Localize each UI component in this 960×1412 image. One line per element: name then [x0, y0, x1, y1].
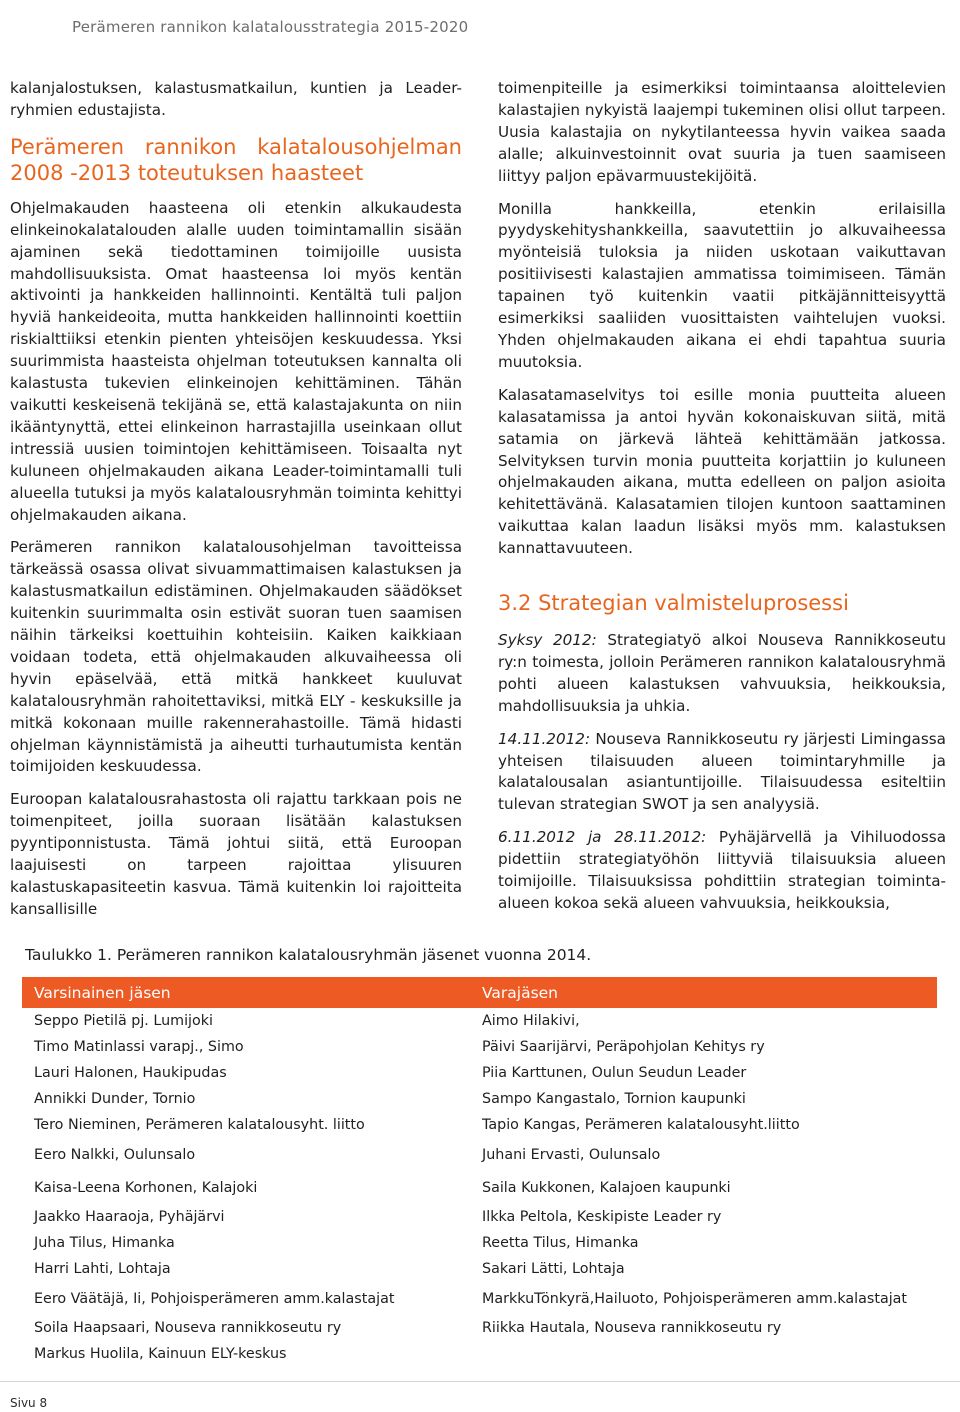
member-cell: Kaisa-Leena Korhonen, Kalajoki [34, 1179, 258, 1196]
deputy-cell: Sampo Kangastalo, Tornion kaupunki [482, 1091, 746, 1107]
deputy-cell: Juhani Ervasti, Oulunsalo [482, 1146, 661, 1163]
members-table [22, 977, 937, 1367]
timeline-text: Nouseva Rannikkoseutu ry järjesti Limingassa yhteisen tilaisuuden alueen toimintaryhmille ja kalatalousalan asiantuntijoille. Tilaisuudessa esiteltiin tulevan strategian SWOT ja sen analyysiä. [498, 729, 946, 814]
member-cell: Annikki Dunder, Tornio [34, 1091, 196, 1107]
member-cell: Soila Haapsaari, Nouseva rannikkoseutu ry [34, 1320, 342, 1336]
page-header [0, 0, 960, 62]
column-header-deputy: Varajäsen [474, 977, 937, 1008]
member-cell: Lauri Halonen, Haukipudas [34, 1065, 227, 1081]
table-row [22, 1086, 937, 1112]
table-row [22, 1282, 937, 1315]
paragraph: Kalasatamaselvitys toi esille monia puutteita alueen kalasatamissa ja antoi hyvän kokonaiskuvan siitä, mitä satamia on järkevä lähteä kehittämään jatkossa. Selvityksen turvin monia puutteita korjattiin jo kuluneen ohjelmakauden aikana, mutta edelleen on paljon asioita kehitettävänä. Kalasatamien tilojen kuntoon saattaminen vaikuttaa kalan laadun lisäksi myös mm. kalastuksen kannattavuuteen. [498, 385, 946, 558]
page-number: Sivu 8 [10, 1396, 48, 1410]
member-cell: Juha Tilus, Himanka [34, 1235, 175, 1251]
timeline-entry [498, 729, 946, 817]
table-row [22, 1034, 937, 1060]
deputy-cell: Piia Karttunen, Oulun Seudun Leader [482, 1065, 747, 1081]
member-cell: Harri Lahti, Lohtaja [34, 1261, 171, 1277]
member-cell: Timo Matinlassi varapj., Simo [34, 1039, 244, 1055]
timeline-date: 6.11.2012 ja 28.11.2012: [498, 828, 707, 847]
timeline-date: Syksy 2012: [498, 631, 597, 650]
page-footer [0, 1381, 960, 1412]
deputy-cell: Sakari Lätti, Lohtaja [482, 1261, 625, 1277]
table-row [22, 1171, 937, 1204]
paragraph: Ohjelmakauden haasteena oli etenkin alkukaudesta elinkeinokalatalouden alalle uuden toimintamallin sisään ajaminen sekä tiedottaminen toimijoille uusista mahdollisuuksista. Omat haasteensa loi myös kentän aktivointi ja hankkeiden hallinnointi. Kentältä tuli paljon hyviä hankeideoita, mutta hankkeiden hallinnointi koettiin riskialttiiksi etenkin pienten yhteisöjen keskuudessa. Yksi suurimmista haasteista ohjelman toteutuksen kannalta oli kalastusta tukevien elinkeinojen kehittäminen. Tähän vaikutti keskeisenä tekijänä se, että kalastajakunta on niin ikääntynyttä, ettei elinkeinon harrastajilla useinkaan ollut intressiä uusien toimintojen kehittämiseen. Toisaalta nyt kuluneen ohjelmakauden aikana Leader-toimintamalli tuli alueella tutuksi ja myös kalatalousryhmän toiminta kehittyi ohjelmakauden aikana. [10, 198, 462, 524]
deputy-cell: Riikka Hautala, Nouseva rannikkoseutu ry [482, 1320, 782, 1336]
deputy-cell: Ilkka Peltola, Keskipiste Leader ry [482, 1209, 722, 1225]
table-row [22, 1060, 937, 1086]
table-row [22, 1112, 937, 1138]
paragraph: Euroopan kalatalousrahastosta oli rajattu tarkkaan pois ne toimenpiteet, joilla suoraan lisätään kalastuksen pyyntiponnistusta. Tämä johtui siitä, että Euroopan laajuisesti on tarpeen rajoittaa ylisuuren kalastuskapasiteetin kasvua. Tämä kuitenkin loi rajoitteita kansallisille [10, 790, 462, 918]
intro-paragraph: kalanjalostuksen, kalastusmatkailun, kuntien ja Leader-ryhmien edustajista. [10, 79, 462, 119]
document-title: Perämeren rannikon kalatalousstrategia 2015-2020 [72, 18, 469, 36]
table-row [22, 1230, 937, 1256]
deputy-cell: Päivi Saarijärvi, Peräpohjolan Kehitys ry [482, 1039, 765, 1055]
timeline-entry [498, 827, 946, 915]
paragraph: toimenpiteille ja esimerkiksi toimintaansa aloittelevien kalastajien nykyistä laajempi tukeminen olisi ollut tarpeen. Uusia kalastajia on nykytilanteessa hyvin vaikea saada alalle; alkuinvestoinnit ovat suuria ja tuen saamiseen liittyy paljon epävarmuustekijöitä. [498, 79, 946, 185]
member-cell: Markus Huolila, Kainuun ELY-keskus [34, 1346, 287, 1362]
right-column [498, 78, 946, 926]
deputy-cell: Saila Kukkonen, Kalajoen kaupunki [482, 1179, 731, 1196]
table-row [22, 1138, 937, 1171]
column-header-member: Varsinainen jäsen [22, 977, 474, 1008]
member-cell: Eero Väätäjä, Ii, Pohjoisperämeren amm.kalastajat [34, 1290, 395, 1307]
paragraph: Perämeren rannikon kalatalousohjelman tavoitteissa tärkeässä osassa olivat sivuammattimaisen kalastuksen ja kalastusmatkailun edistäminen. Ohjelmakauden säädökset kuitenkin suurimmalta osin estivät suoran tuen saamisen näihin tärkeiksi koettuihin kohteisiin. Kaiken kaikkiaan voidaan todeta, että ohjelmakauden alkuvaiheessa oli hyvin epäselvää, että mitkä hankkeet kuuluvat kalatalousryhmän rahoitettaviksi, mitkä ELY - keskuksille ja mitkä kokonaan muille rakennerahastoille. Tämä hidasti ohjelman käynnistämistä ja aiheutti turhautumista kentän toimijoiden keskuudessa. [10, 538, 462, 776]
table-row [22, 1315, 937, 1341]
deputy-cell: Reetta Tilus, Himanka [482, 1235, 639, 1251]
table-header-row [22, 977, 937, 1008]
paragraph: Monilla hankkeilla, etenkin erilaisilla pyydyskehityshankkeilla, saavutettiin jo alkuvaiheessa myönteisiä tuloksia ja niiden uskotaan vaikuttavan positiivisesti kalastajien ammatissa toimimiseen. Tämän tapainen työ kuitenkin vaatii pitkäjännitteisyyttä esimerkiksi saaliiden vuosittaisten vaihtelujen vuoksi. Yhden ohjelmakauden aikana ei ehdi tapahtua suuria muutoksia. [498, 199, 946, 371]
member-cell: Tero Nieminen, Perämeren kalatalousyht. liitto [34, 1117, 365, 1133]
member-cell: Eero Nalkki, Oulunsalo [34, 1146, 196, 1163]
section-heading: Perämeren rannikon kalatalousohjelman 2008 -2013 toteutuksen haasteet [10, 134, 462, 185]
timeline-text: Pyhäjärvellä ja Vihiluodossa pidettiin strategiatyöhön liittyviä tilaisuuksia alueen toimijoille. Tilaisuuksissa pohdittiin strategian toiminta-alueen kokoa sekä alueen vahvuuksia, heikkouksia, [498, 828, 946, 912]
deputy-cell: Tapio Kangas, Perämeren kalatalousyht.liitto [482, 1117, 800, 1133]
member-cell: Jaakko Haaraoja, Pyhäjärvi [34, 1209, 225, 1225]
timeline-entry [498, 630, 946, 718]
member-cell: Seppo Pietilä pj. Lumijoki [34, 1013, 214, 1029]
section-heading: 3.2 Strategian valmisteluprosessi [498, 591, 849, 616]
timeline-text: Strategiatyö alkoi Nouseva Rannikkoseutu ry:n toimesta, jolloin Perämeren rannikon kalatalousryhmä pohti alueen kalastuksen vahvuuksia, heikkouksia, mahdollisuuksia ja uhkia. [498, 631, 947, 715]
table-row [22, 1341, 937, 1367]
table-row [22, 1204, 937, 1230]
left-column [10, 78, 462, 932]
table-row [22, 1256, 937, 1282]
deputy-cell: MarkkuTönkyrä,Hailuoto, Pohjoisperämeren amm.kalastajat [482, 1290, 908, 1307]
timeline-date: 14.11.2012: [498, 729, 591, 748]
deputy-cell [474, 1341, 937, 1367]
table-row [22, 1008, 937, 1034]
deputy-cell: Aimo Hilakivi, [482, 1013, 580, 1029]
table-caption: Taulukko 1. Perämeren rannikon kalatalousryhmän jäsenet vuonna 2014. [25, 946, 592, 964]
